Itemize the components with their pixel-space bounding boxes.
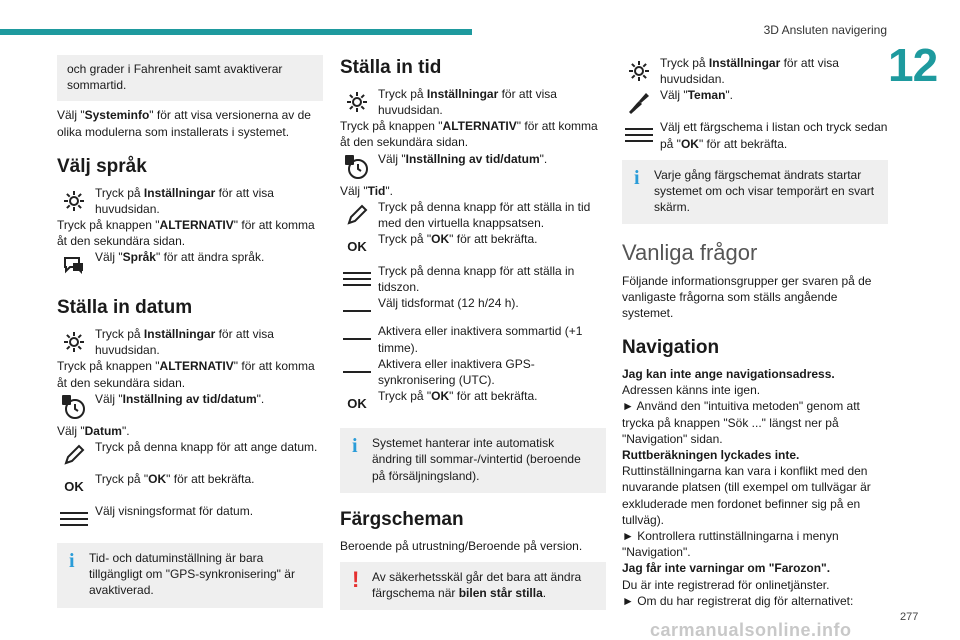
step-alternativ: Tryck på knappen "ALTERNATIV" för att komma åt den sekundära sidan. [57, 217, 315, 249]
clock-icon [340, 151, 374, 183]
info-note-theme: i Varje gång färgschemat ändrats startar systemet om och visar temporärt en svart skärm. [622, 160, 888, 225]
faq-action-2: ► Kontrollera ruttinställningarna i menyn "Navigation". [622, 528, 839, 560]
step-select-date: Välj "Datum". [57, 423, 130, 438]
faq-action-3: ► Om du har registrerat dig för alternativet: [622, 593, 854, 608]
info-note-date: i Tid- och datuminställning är bara tillgängligt om "GPS-synkronisering" är avaktiverad. [57, 543, 323, 608]
step-enter-time: Tryck på denna knapp för att ställa in tid med den virtuella knappsatsen. [340, 199, 606, 231]
step-confirm-time: OK Tryck på "OK" för att bekräfta. [340, 231, 606, 263]
color-scheme-text: Beroende på utrustning/Beroende på version. [340, 538, 583, 553]
info-icon: i [69, 550, 75, 573]
info-icon: i [634, 166, 640, 189]
ok-icon: OK [347, 396, 367, 412]
step-time-date-2: Välj "Inställning av tid/datum". [340, 151, 606, 183]
chapter-number: 12 [888, 39, 938, 91]
step-settings-theme: Tryck på Inställningar för att visa huvudsidan. [622, 55, 888, 87]
heading-valj-sprak: Välj språk [57, 155, 147, 177]
ok-icon: OK [347, 239, 367, 255]
step-settings-time: Tryck på Inställningar för att visa huvudsidan. [340, 86, 606, 118]
step-date-format: Välj visningsformat för datum. [57, 503, 323, 535]
gear-icon [340, 86, 374, 118]
heading-navigation: Navigation [622, 337, 720, 359]
warning-note: ! Av säkerhetsskäl går det bara att ändra färgschema när bilen står stilla. [340, 562, 606, 610]
continued-text: och grader i Fahrenheit samt avaktiverar sommartid. [67, 62, 283, 93]
pencil-icon [340, 199, 374, 231]
faq-answer-2: Ruttinställningarna kan vara i konflikt med den nuvarande platsen (till exempel om tullvägar är exkluderade men fordonet befinner sig på en tullväg). [622, 464, 871, 527]
paint-icon [622, 87, 656, 119]
step-gps-sync: Aktivera eller inaktivera GPS-synkronisering (UTC). [340, 356, 606, 388]
heading-fargscheman: Färgscheman [340, 508, 464, 530]
header-accent-bar [0, 29, 472, 35]
pencil-icon [57, 439, 91, 471]
faq-intro: Följande informationsgrupper ger svaren på de vanligaste frågorna som ställs angående systemet. [622, 273, 872, 321]
faq-action-1: ► Använd den "intuitiva metoden" genom att trycka på knappen "Sök ..." längst ner på "Navigation" sidan. [622, 399, 860, 446]
step-select-theme: Välj "Teman". [622, 87, 888, 119]
page-number: 277 [900, 611, 919, 623]
toggle-line-icon [340, 323, 374, 355]
step-alternativ-date: Tryck på knappen "ALTERNATIV" för att komma åt den sekundära sidan. [57, 359, 315, 390]
step-enter-date: Tryck på denna knapp för att ange datum. [57, 439, 323, 471]
clock-icon [57, 391, 91, 423]
list-icon [622, 119, 656, 151]
ok-icon: OK [64, 479, 84, 495]
info-icon: i [352, 435, 358, 458]
info-note-time: i Systemet hanterar inte automatisk ändring till sommar-/vintertid (beroende på försäljningsland). [340, 428, 606, 493]
faq-question-2: Ruttberäkningen lyckades inte. [622, 448, 800, 462]
faq-question-1: Jag kan inte ange navigationsadress. [622, 367, 835, 382]
column-1 [57, 55, 323, 608]
faq-answer-1: Adressen känns inte igen. [622, 383, 761, 398]
gear-icon [57, 326, 91, 358]
heading-vanliga-fragor: Vanliga frågor [622, 240, 758, 266]
step-select-time: Välj "Tid". [340, 183, 393, 198]
gear-icon [622, 55, 656, 87]
language-icon [57, 249, 91, 281]
toggle-line-icon [340, 356, 374, 388]
continued-box [57, 55, 323, 101]
step-settings: Tryck på Inställningar för att visa huvudsidan. [57, 185, 323, 217]
step-summer-time: Aktivera eller inaktivera sommartid (+1 timme). [340, 323, 606, 355]
step-confirm-date: OK Tryck på "OK" för att bekräfta. [57, 471, 323, 503]
step-time-date: Välj "Inställning av tid/datum". [57, 391, 323, 423]
gear-icon [57, 185, 91, 217]
list-icon [340, 263, 374, 295]
step-time-format: Välj tidsformat (12 h/24 h). [340, 295, 606, 323]
page-header-title: 3D Ansluten navigering [763, 23, 887, 37]
heading-stalla-in-datum: Ställa in datum [57, 297, 193, 319]
warning-icon: ! [352, 566, 360, 592]
faq-answer-3: Du är inte registrerad för onlinetjänster. [622, 577, 830, 592]
step-confirm-time-2: OK Tryck på "OK" för att bekräfta. [340, 388, 606, 420]
column-3 [622, 55, 888, 609]
step-settings-date: Tryck på Inställningar för att visa huvudsidan. [57, 326, 323, 358]
step-alternativ-time: Tryck på knappen "ALTERNATIV" för att komma åt den sekundära sidan. [340, 119, 598, 150]
systeminfo-paragraph: Välj "Systeminfo" för att visa versionerna av de olika modulerna som installerats i systemet. [57, 108, 311, 139]
column-2 [340, 55, 606, 610]
list-icon [57, 503, 91, 535]
step-language: Välj "Språk" för att ändra språk. [57, 249, 323, 281]
step-timezone: Tryck på denna knapp för att ställa in tidszon. [340, 263, 606, 295]
step-choose-scheme: Välj ett färgschema i listan och tryck sedan på "OK" för att bekräfta. [622, 119, 888, 151]
faq-question-3: Jag får inte varningar om "Farozon". [622, 561, 831, 576]
watermark: carmanualsonline.info [650, 620, 852, 640]
heading-stalla-in-tid: Ställa in tid [340, 57, 442, 78]
